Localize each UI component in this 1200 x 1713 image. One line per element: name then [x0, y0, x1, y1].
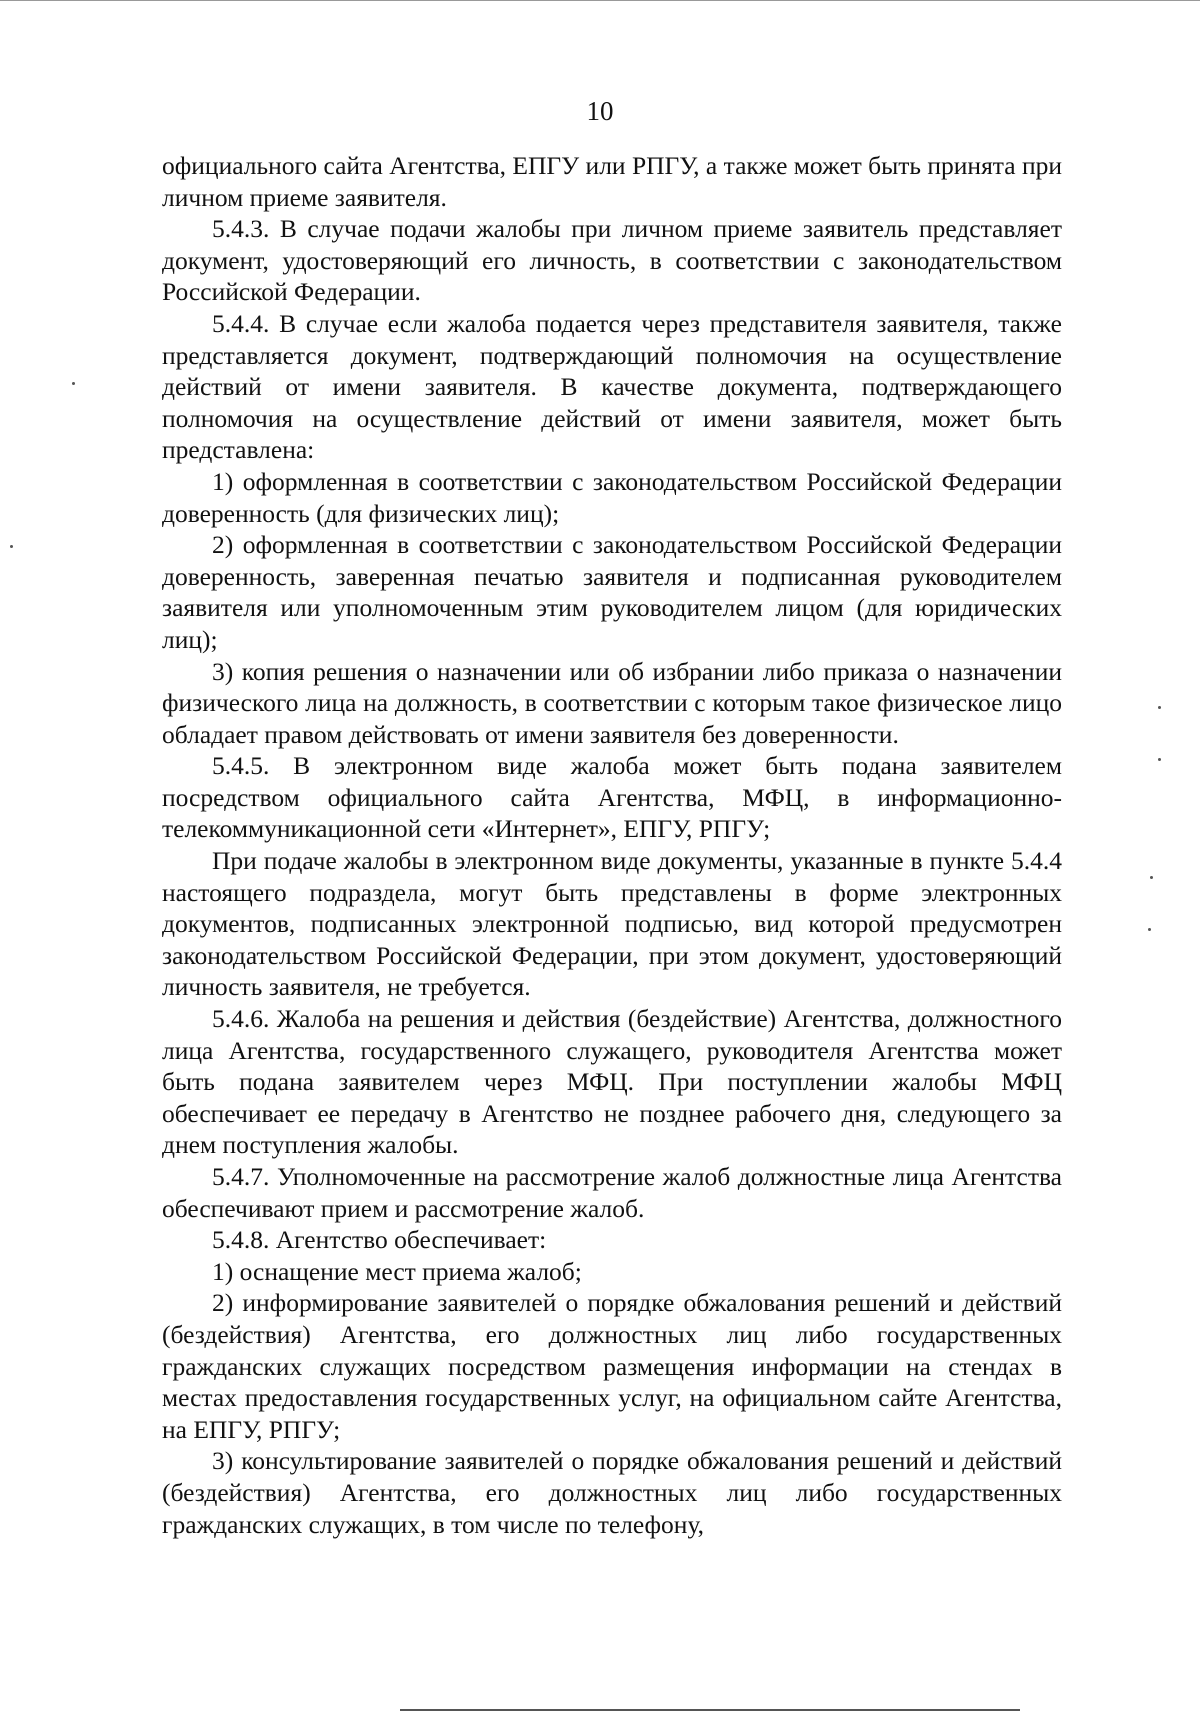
document-body	[162, 150, 1062, 1540]
list-item-informing: 2) информирование заявителей о порядке обжалования решений и действий (бездействия) Агентства, его должностных лиц либо государственных гражданских служащих посредством размещения информации на стендах в местах предоставления государственных услуг, на официальном сайте Агентства, на ЕПГУ, РПГУ;	[162, 1288, 1062, 1444]
paragraph-5-4-5: 5.4.5. В электронном виде жалоба может быть подана заявителем посредством официального сайта Агентства, МФЦ, в информационно-телекоммуникационной сети «Интернет», ЕПГУ, РПГУ;	[162, 751, 1062, 844]
scan-speck	[10, 545, 13, 548]
scan-speck	[1158, 706, 1161, 709]
list-item-2: 2) оформленная в соответствии с законодательством Российской Федерации доверенность, заверенная печатью заявителя и подписанная руководителем заявителя или уполномоченным этим руководителем лицом (для юридических лиц);	[162, 530, 1062, 654]
paragraph-5-4-7: 5.4.7. Уполномоченные на рассмотрение жалоб должностные лица Агентства обеспечивают прием и рассмотрение жалоб.	[162, 1162, 1062, 1223]
paragraph-5-4-4: 5.4.4. В случае если жалоба подается через представителя заявителя, также представляется документ, подтверждающий полномочия на осуществление действий от имени заявителя. В качестве документа, подтверждающего полномочия на осуществление действий от имени заявителя, может быть представлена:	[162, 308, 1062, 465]
top-scan-edge	[0, 0, 1200, 1]
page-number: 10	[586, 96, 614, 126]
list-item-equipment: 1) оснащение мест приема жалоб;	[212, 1256, 582, 1286]
paragraph-continuation: официального сайта Агентства, ЕПГУ или РПГУ, а также может быть принята при личном приеме заявителя.	[162, 151, 1062, 212]
paragraph-5-4-8: 5.4.8. Агентство обеспечивает:	[212, 1225, 547, 1255]
scan-speck	[1148, 928, 1151, 931]
scan-speck	[1158, 758, 1161, 761]
paragraph-5-4-6: 5.4.6. Жалоба на решения и действия (бездействие) Агентства, должностного лица Агентства, государственного служащего, руководителя Агентства может быть подана заявителем через МФЦ. При поступлении жалобы МФЦ обеспечивает ее передачу в Агентство не позднее рабочего дня, следующего за днем поступления жалобы.	[162, 1004, 1062, 1160]
list-item-consulting: 3) консультирование заявителей о порядке обжалования решений и действий (бездействия) Агентства, его должностных лиц либо государственных гражданских служащих, в том числе по телефону,	[162, 1446, 1062, 1539]
bottom-scan-edge	[400, 1709, 1020, 1711]
list-item-3: 3) копия решения о назначении или об избрании либо приказа о назначении физического лица на должность, в соответствии с которым такое физическое лицо обладает правом действовать от имени заявителя без доверенности.	[162, 656, 1062, 749]
scan-speck	[1150, 876, 1153, 879]
scan-speck	[72, 382, 75, 385]
paragraph-electronic-documents: При подаче жалобы в электронном виде документы, указанные в пункте 5.4.4 настоящего подраздела, могут быть представлены в форме электронных документов, подписанных электронной подписью, вид которой предусмотрен законодательством Российской Федерации, при этом документ, удостоверяющий личность заявителя, не требуется.	[162, 846, 1062, 1002]
paragraph-5-4-3: 5.4.3. В случае подачи жалобы при личном приеме заявитель представляет документ, удостоверяющий его личность, в соответствии с законодательством Российской Федерации.	[162, 214, 1062, 307]
list-item-1: 1) оформленная в соответствии с законодательством Российской Федерации доверенность (для физических лиц);	[162, 466, 1062, 528]
